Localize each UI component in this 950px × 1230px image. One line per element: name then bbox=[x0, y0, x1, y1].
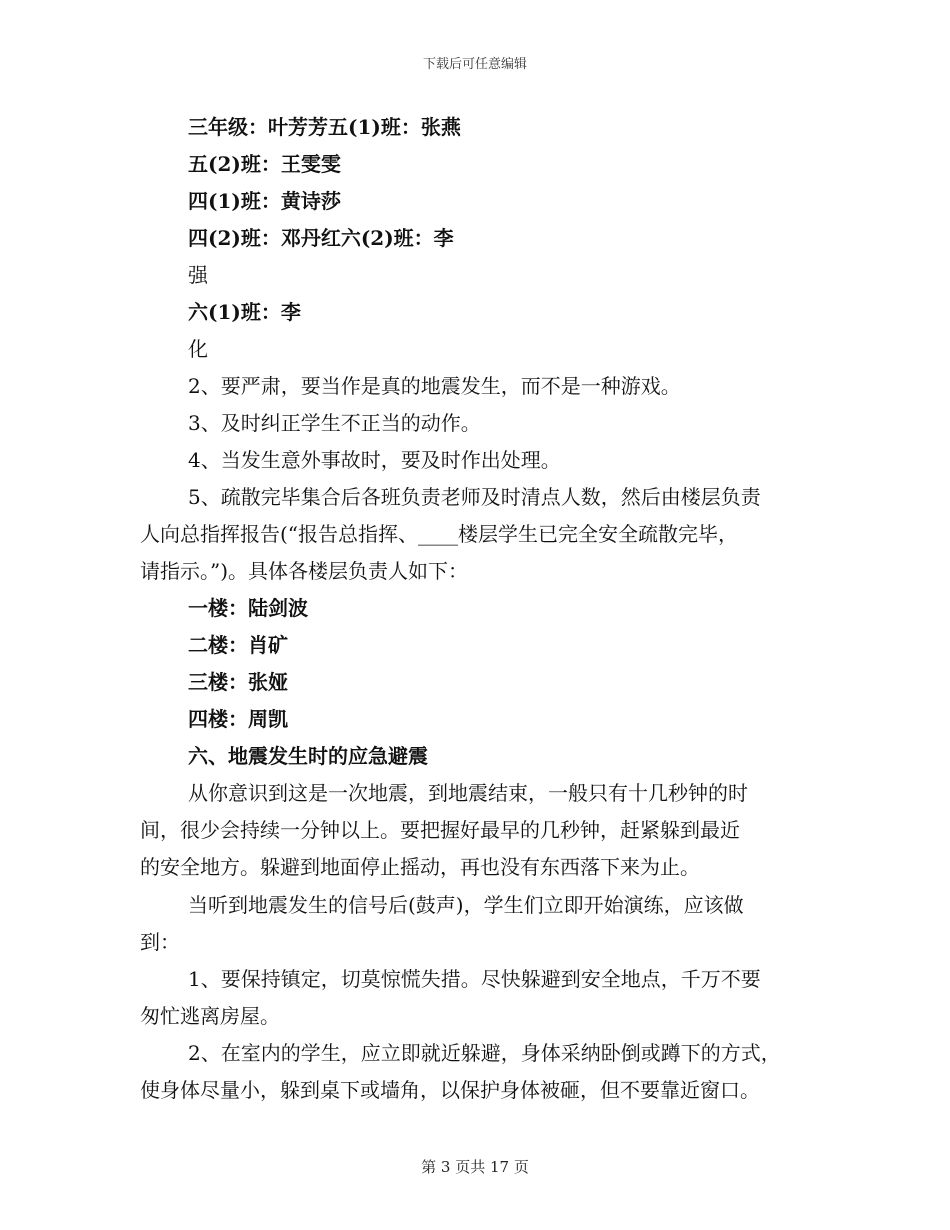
text-line: 一楼：陆剑波 bbox=[188, 596, 308, 620]
text-line: 人向总指挥报告(“报告总指挥、____楼层学生已完全安全疏散完毕， bbox=[140, 522, 739, 546]
text-line: 使身体尽量小，躲到桌下或墙角，以保护身体被砸，但不要靠近窗口。 bbox=[140, 1078, 760, 1102]
text-line: 2、要严肃，要当作是真的地震发生，而不是一种游戏。 bbox=[188, 374, 681, 398]
text-line: 的安全地方。躲避到地面停止摇动，再也没有东西落下来为止。 bbox=[140, 855, 700, 879]
text-line: 到： bbox=[140, 930, 180, 954]
text-line: 从你意识到这是一次地震，到地震结束，一般只有十几秒钟的时 bbox=[188, 781, 748, 805]
text-line: 化 bbox=[188, 337, 208, 361]
text-line: 四(2)班：邓丹红六(2)班：李 bbox=[188, 226, 454, 250]
text-line: 三楼：张娅 bbox=[188, 670, 288, 694]
text-line: 5、疏散完毕集合后各班负责老师及时清点人数，然后由楼层负责 bbox=[188, 485, 761, 509]
text-line: 二楼：肖矿 bbox=[188, 633, 288, 657]
text-line: 2、在室内的学生，应立即就近躲避，身体采纳卧倒或蹲下的方式， bbox=[188, 1041, 781, 1065]
text-line: 3、及时纠正学生不正当的动作。 bbox=[188, 411, 481, 435]
page-footer: 第 3 页共 17 页 bbox=[421, 1158, 529, 1176]
text-line: 请指示。”)。具体各楼层负责人如下： bbox=[140, 559, 469, 583]
text-line: 四(1)班：黄诗莎 bbox=[188, 189, 341, 213]
text-line: 1、要保持镇定，切莫惊慌失措。尽快躲避到安全地点，千万不要 bbox=[188, 967, 761, 991]
text-line: 当听到地震发生的信号后(鼓声)，学生们立即开始演练，应该做 bbox=[188, 893, 744, 917]
text-line: 4、当发生意外事故时，要及时作出处理。 bbox=[188, 448, 561, 472]
section-heading: 六、地震发生时的应急避震 bbox=[188, 744, 428, 768]
text-line: 三年级：叶芳芳五(1)班：张燕 bbox=[188, 115, 461, 139]
text-line: 六(1)班：李 bbox=[188, 300, 301, 324]
text-line: 间，很少会持续一分钟以上。要把握好最早的几秒钟，赶紧躲到最近 bbox=[140, 818, 740, 842]
page-header: 下载后可任意编辑 bbox=[422, 57, 527, 72]
text-line: 匆忙逃离房屋。 bbox=[140, 1004, 280, 1028]
text-line: 五(2)班：王雯雯 bbox=[188, 152, 341, 176]
text-line: 强 bbox=[188, 263, 208, 287]
text-line: 四楼：周凯 bbox=[188, 707, 288, 731]
